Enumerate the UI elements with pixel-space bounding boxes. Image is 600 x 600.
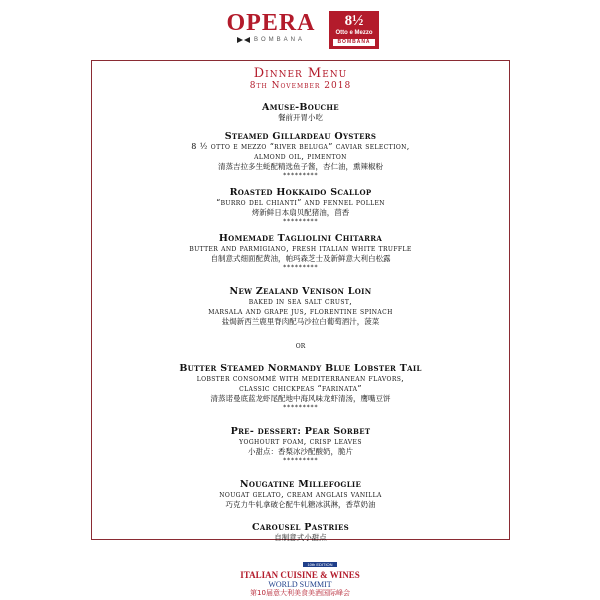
course-description: “burro del chianti” and fennel pollen xyxy=(216,198,385,207)
course-chinese-description: 自制意式细面配黄油，帕玛森芝士及新鲜意大利白松露 xyxy=(210,254,391,263)
otto-logo-name: Otto e Mezzo xyxy=(335,30,373,36)
course-chinese-description: 清蒸诺曼底蓝龙虾尾配地中海风味龙虾清汤，鹰嘴豆饼 xyxy=(210,394,391,403)
menu-course xyxy=(91,522,510,543)
menu-course xyxy=(91,187,510,225)
header-logos xyxy=(0,10,600,54)
course-chinese-description: 盐焗新西兰鹿里脊肉配马沙拉白葡萄酒汁，菠菜 xyxy=(221,317,380,326)
course-list xyxy=(91,102,510,543)
course-description: lobster consommé with mediterranean flavors, xyxy=(196,374,405,383)
course-divider: ********* xyxy=(282,172,319,179)
course-chinese-description: 自制意式小甜点 xyxy=(274,533,327,542)
course-description: nougat gelato, cream anglais vanilla xyxy=(219,490,382,499)
course-name: Homemade Tagliolini Chitarra xyxy=(218,233,383,244)
summit-logo-line1: ITALIAN CUISINE & WINES xyxy=(240,570,360,580)
menu-title: Dinner Menu xyxy=(253,66,348,81)
menu-course xyxy=(91,426,510,464)
otto-e-mezzo-logo xyxy=(329,11,379,49)
opera-logo xyxy=(221,10,321,52)
course-chinese-description: 清蒸吉拉多生蚝配精选鱼子酱，杏仁油，熏辣椒粉 xyxy=(218,162,383,171)
course-name: Pre- dessert: Pear Sorbet xyxy=(230,426,371,437)
course-name: Amuse-Bouche xyxy=(262,102,339,113)
menu-course xyxy=(91,233,510,271)
course-description: marsala and grape jus, florentine spinach xyxy=(208,307,393,316)
opera-logo-sub xyxy=(221,37,321,43)
course-divider: ********* xyxy=(282,404,319,411)
course-description: classic chickpeas “farinata” xyxy=(239,384,362,393)
course-description: butter and parmigiano, fresh italian white truffle xyxy=(189,244,412,253)
course-name: Steamed Gillardeau Oysters xyxy=(224,131,377,142)
course-chinese-description: 小甜点：香梨冰沙配酸奶，脆片 xyxy=(248,447,353,456)
otto-logo-city: BOMBANA xyxy=(333,39,375,46)
course-divider: ********* xyxy=(282,457,319,464)
course-divider: ********* xyxy=(282,264,319,271)
or-separator: or xyxy=(295,341,306,350)
summit-logo-line2: WORLD SUMMIT xyxy=(268,580,332,589)
course-description: baked in sea salt crust, xyxy=(248,297,353,306)
opera-logo-subtext: BOMBANA xyxy=(253,37,305,43)
course-name: Roasted Hokkaido Scallop xyxy=(229,187,372,198)
course-description: almond oil, pimenton xyxy=(254,152,347,161)
course-description: 8 ½ otto e mezzo “river beluga” caviar selection, xyxy=(191,142,410,151)
bowtie-icon xyxy=(237,37,250,43)
menu-date: 8th November 2018 xyxy=(249,81,352,91)
course-chinese-description: 餐前开胃小吃 xyxy=(278,113,323,122)
course-chinese-description: 巧克力牛轧拿破仑配牛轧糖冰淇淋，香草奶油 xyxy=(225,500,376,509)
summit-edition-badge: 10th EDITION xyxy=(303,562,336,567)
course-name: New Zealand Venison Loin xyxy=(229,286,372,297)
menu-course xyxy=(91,102,510,123)
course-name: Butter Steamed Normandy Blue Lobster Tail xyxy=(179,363,422,374)
course-name: Nougatine Millefoglie xyxy=(239,479,362,490)
course-description: yoghourt foam, crisp leaves xyxy=(239,437,362,446)
course-name: Carousel Pastries xyxy=(251,522,350,533)
menu-course xyxy=(91,131,510,179)
otto-logo-number: 8½ xyxy=(344,13,364,29)
dinner-menu xyxy=(91,67,510,543)
menu-course xyxy=(91,363,510,411)
opera-logo-text: OPERA xyxy=(226,10,316,36)
course-divider: ********* xyxy=(282,218,319,225)
course-chinese-description: 烤新鲜日本扇贝配猪油，茴香 xyxy=(251,208,350,217)
summit-logo-line3: 第10届意大利美食美酒国际峰会 xyxy=(250,589,350,597)
menu-course xyxy=(91,286,510,327)
summit-logo xyxy=(0,551,600,598)
menu-course xyxy=(91,479,510,510)
